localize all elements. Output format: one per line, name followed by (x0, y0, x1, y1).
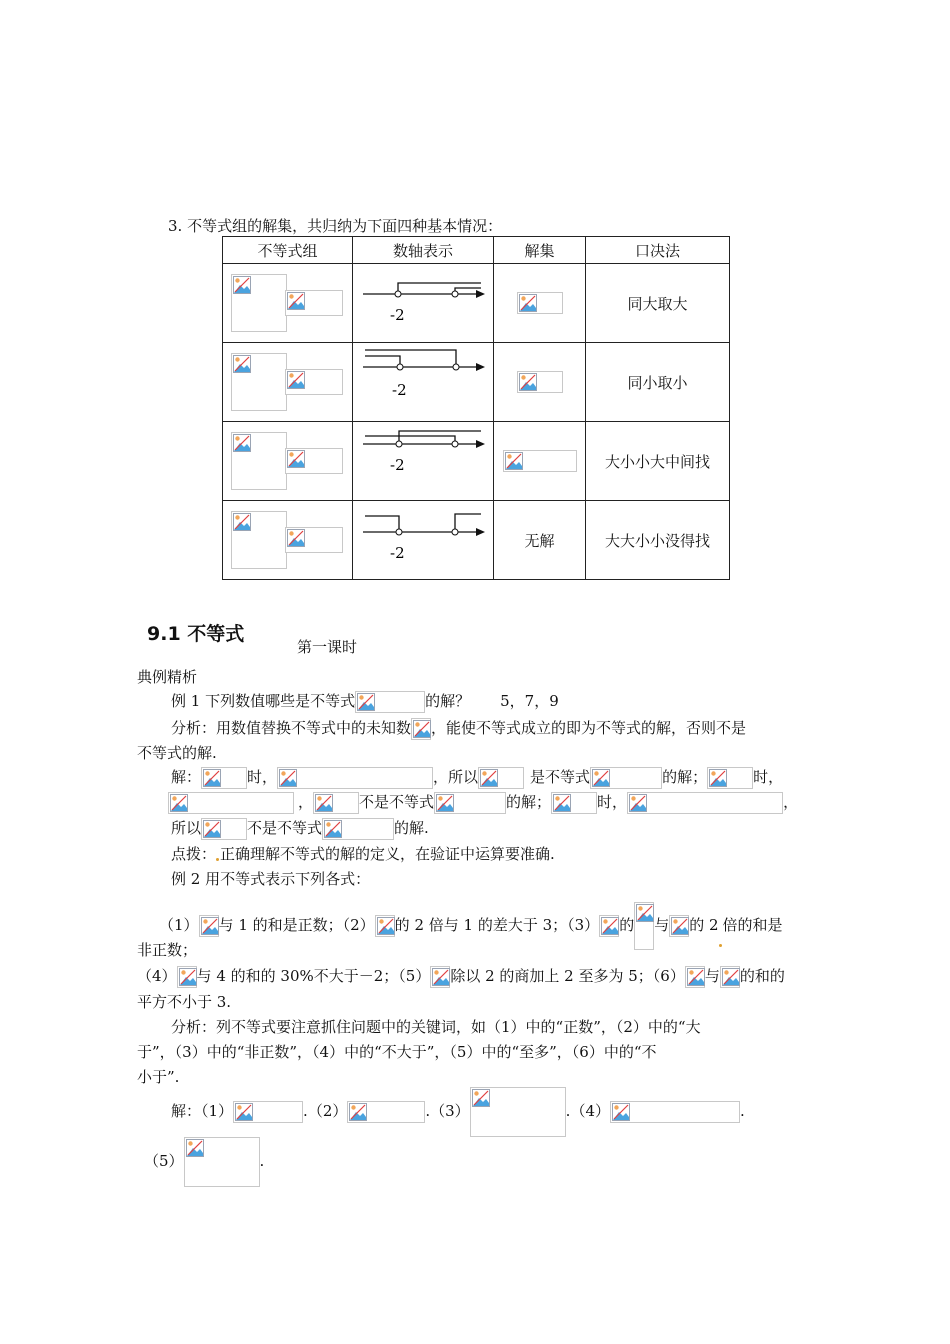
number-line-diagram (353, 422, 493, 496)
analysis-text: 小于”. (137, 1068, 180, 1086)
system-cell (223, 501, 353, 580)
tip-text: 正确理解不等式的解的定义，在验证中运算要准确. (220, 845, 555, 863)
formula-image (322, 818, 394, 840)
broken-image-icon (709, 769, 727, 787)
broken-image-icon (203, 769, 221, 787)
solution-line (171, 817, 429, 840)
broken-image-icon (519, 294, 537, 312)
system-cell (223, 422, 353, 501)
example2-text: （4） (137, 967, 177, 985)
answer-line (144, 1137, 264, 1187)
broken-image-icon (324, 820, 342, 838)
formula-image (707, 767, 753, 789)
inequality-image (285, 290, 343, 316)
example1-label: 例 1 下列数值哪些是不等式 (171, 692, 356, 710)
formula-image (277, 767, 433, 789)
broken-image-icon (349, 1103, 367, 1121)
broken-image-icon (203, 820, 221, 838)
formula-image (669, 915, 689, 937)
solution-text: 时， (753, 768, 784, 786)
rule-cell: 同小取小 (586, 343, 730, 422)
solution-cell (494, 422, 586, 501)
formula-image (375, 915, 395, 937)
solution-image (503, 450, 577, 472)
broken-image-icon (377, 917, 395, 935)
solution-text: 的解； (662, 768, 708, 786)
tip-line (171, 843, 555, 864)
broken-image-icon (186, 1139, 204, 1157)
formula-image (177, 966, 197, 988)
solution-cell: 无解 (494, 501, 586, 580)
solution-text: 的解. (394, 819, 429, 837)
formula-image (168, 792, 294, 814)
example2-text: 的 2 (689, 916, 719, 934)
section-heading: 典例精析 (137, 668, 198, 686)
inequality-image (231, 353, 287, 411)
broken-image-icon (636, 904, 654, 922)
formula-image (478, 767, 524, 789)
example2-text: 与 1 的和是正数；（2） (218, 916, 375, 934)
analysis-text: ，能使不等式成立的即为不等式的解，否则不是 (431, 719, 747, 737)
broken-image-icon (233, 513, 251, 531)
formula-image (434, 792, 506, 814)
answer-text: （5） (144, 1152, 184, 1170)
table-row (223, 501, 730, 580)
broken-image-icon (357, 693, 375, 711)
number-line-diagram (353, 343, 493, 417)
broken-image-icon (480, 769, 498, 787)
example2-text: 与 (654, 916, 670, 934)
example2-text: 的和的 (739, 967, 785, 985)
answer-text: . (259, 1152, 265, 1170)
inequality-image (285, 448, 343, 474)
inequality-image (231, 274, 287, 332)
formula-image (685, 966, 705, 988)
answer-text: .（3） (425, 1102, 470, 1120)
solution-image (517, 371, 563, 393)
broken-image-icon (201, 917, 219, 935)
broken-image-icon (687, 968, 705, 986)
inequality-image (285, 527, 343, 553)
formula-image (233, 1101, 303, 1123)
axis-label: -2 (390, 544, 405, 562)
axis-label: -2 (392, 381, 407, 399)
answer-line (171, 1087, 745, 1137)
analysis-text: 分析：列不等式要注意抓住问题中的关键词，如（1）中的“正数”，（2）中的“大 (171, 1018, 701, 1036)
broken-image-icon (279, 769, 297, 787)
inequality-image (285, 369, 343, 395)
broken-image-icon (722, 968, 740, 986)
formula-image (430, 966, 450, 988)
formula-image (411, 718, 431, 740)
header-cell: 数轴表示 (353, 237, 494, 264)
header-cell: 解集 (494, 237, 586, 264)
broken-image-icon (601, 917, 619, 935)
analysis-text: 于”，（3）中的“非正数”，（4）中的“不大于”，（5）中的“至多”，（6）中的“不 (137, 1043, 657, 1061)
broken-image-icon (519, 373, 537, 391)
solution-line (168, 791, 798, 814)
formula-image (551, 792, 597, 814)
broken-image-icon (233, 434, 251, 452)
formula-image (355, 691, 425, 713)
axis-label: -2 (390, 456, 405, 474)
solution-text: 的解； (506, 793, 552, 811)
broken-image-icon (592, 769, 610, 787)
table-row (223, 264, 730, 343)
formula-image (201, 767, 247, 789)
solution-text: ，所以 (433, 768, 479, 786)
answer-text: . (739, 1102, 745, 1120)
solution-line (171, 766, 783, 789)
example2-text: 非正数； (137, 941, 198, 959)
broken-image-icon (671, 917, 689, 935)
solution-label: 解： (171, 768, 202, 786)
header-cell: 口决法 (586, 237, 730, 264)
formula-image (313, 792, 359, 814)
axis-label: -2 (390, 306, 405, 324)
number-line-cell (353, 264, 494, 343)
formula-image (199, 915, 219, 937)
example2-text: 与 4 的和的 30%不大于－2；（5） (196, 967, 431, 985)
solution-text: ， (298, 793, 314, 811)
broken-image-icon (287, 529, 305, 547)
broken-image-icon (612, 1103, 630, 1121)
fraction-image (634, 902, 654, 950)
formula-image (347, 1101, 425, 1123)
number-line-diagram (353, 264, 493, 338)
broken-image-icon (315, 794, 333, 812)
analysis-line (171, 717, 746, 740)
solution-text: 不是不等式 (359, 793, 435, 811)
number-line-cell (353, 501, 494, 580)
solution-text: 时， (597, 793, 628, 811)
answer-text: 解：（1） (171, 1102, 234, 1120)
intro-text: 3. 不等式组的解集，共归纳为下面四种基本情况： (168, 217, 503, 235)
broken-image-icon (287, 371, 305, 389)
formula-image (720, 966, 740, 988)
formula-image (590, 767, 662, 789)
broken-image-icon (235, 1103, 253, 1121)
broken-image-icon (472, 1089, 490, 1107)
broken-image-icon (287, 292, 305, 310)
section-title: 9.1 不等式 (147, 623, 245, 645)
example2-line (159, 902, 783, 950)
broken-image-icon (553, 794, 571, 812)
number-line-cell (353, 422, 494, 501)
system-cell (223, 343, 353, 422)
example2-text: 除以 2 的商加上 2 至多为 5；（6） (450, 967, 685, 985)
broken-image-icon (413, 720, 431, 738)
header-cell: 不等式组 (223, 237, 353, 264)
solution-image (517, 292, 563, 314)
example2-text: 的 2 倍与 1 的差大于 3；（3） (394, 916, 600, 934)
answer-text: .（2） (303, 1102, 348, 1120)
example2-label: 例 2 用不等式表示下列各式： (171, 870, 371, 888)
solution-text: 所以 (171, 819, 202, 837)
broken-image-icon (170, 794, 188, 812)
example2-line (137, 965, 785, 988)
inequality-image (231, 511, 287, 569)
analysis-text: 分析：用数值替换不等式中的未知数 (171, 719, 412, 737)
section-subtitle: 第一课时 (297, 638, 358, 656)
number-line-diagram (353, 501, 493, 575)
formula-image (201, 818, 247, 840)
formula-image (470, 1087, 566, 1137)
broken-image-icon (233, 276, 251, 294)
answer-text: .（4） (565, 1102, 610, 1120)
formula-image (184, 1137, 260, 1187)
tip-label: 点拨： (171, 845, 217, 863)
inequality-image (231, 432, 287, 490)
example2-text: 倍的和是 (722, 916, 783, 934)
rule-cell: 同大取大 (586, 264, 730, 343)
formula-image (610, 1101, 740, 1123)
formula-image (599, 915, 619, 937)
table-row (223, 422, 730, 501)
number-line-cell (353, 343, 494, 422)
solution-text: 时， (247, 768, 278, 786)
broken-image-icon (436, 794, 454, 812)
broken-image-icon (432, 968, 450, 986)
broken-image-icon (629, 794, 647, 812)
broken-image-icon (233, 355, 251, 373)
broken-image-icon (287, 450, 305, 468)
formula-image (627, 792, 783, 814)
solution-set-table (222, 236, 730, 580)
table-header-row (223, 237, 730, 264)
system-cell (223, 264, 353, 343)
example2-text: 的 (619, 916, 635, 934)
example1-line (171, 690, 559, 713)
example1-values: 5，7，9 (500, 692, 559, 710)
solution-cell (494, 264, 586, 343)
table-row (223, 343, 730, 422)
broken-image-icon (179, 968, 197, 986)
example2-text: （1） (159, 916, 199, 934)
broken-image-icon (505, 452, 523, 470)
rule-cell: 大大小小没得找 (586, 501, 730, 580)
analysis-text: 不等式的解. (137, 744, 217, 762)
solution-text: 是不等式 (530, 768, 591, 786)
example2-text: 与 (704, 967, 720, 985)
solution-text: ， (783, 793, 799, 811)
example1-question: 的解？ (425, 692, 471, 710)
solution-text: 不是不等式 (247, 819, 323, 837)
solution-cell (494, 343, 586, 422)
rule-cell: 大小小大中间找 (586, 422, 730, 501)
example2-text: 平方不小于 3. (137, 993, 232, 1011)
